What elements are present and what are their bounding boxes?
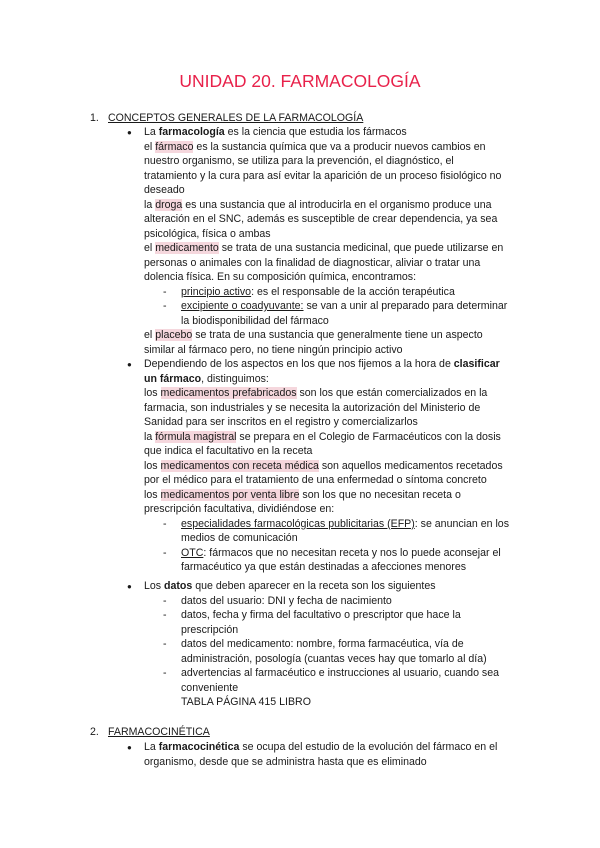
dash-icon: - <box>163 609 167 621</box>
section-2-number: 2. <box>90 726 99 738</box>
text-line: organismo, desde que se administra hasta que es eliminado <box>144 755 427 768</box>
dash-icon: - <box>163 285 167 298</box>
highlight-term: medicamentos por venta libre <box>160 488 300 501</box>
section-2-heading: FARMACOCINÉTICA <box>108 726 210 738</box>
text-line: La farmacología es la ciencia que estudia los fármacos <box>144 126 407 138</box>
text-line: psicológica, física o ambas <box>144 227 271 240</box>
text-line: OTC: fármacos que no necesitan receta y nos lo puede aconsejar el <box>181 546 501 559</box>
text-line: los medicamentos prefabricados son los que están comercializados en la <box>144 387 488 399</box>
text-line: La farmacocinética se ocupa del estudio de la evolución del fármaco en el <box>144 741 498 753</box>
dash-icon: - <box>163 300 167 312</box>
text-line: prescripción facultativa, dividiéndose en: <box>144 503 335 515</box>
bullet-icon: ● <box>127 582 132 591</box>
text-line: dolencia física. En su composición química, encontramos: <box>144 271 417 283</box>
text-line: administración, posología (cuantas veces hay que tomarlo al día) <box>181 652 487 665</box>
text-line: datos del usuario: DNI y fecha de nacimiento <box>181 594 392 607</box>
text-line: datos del medicamento: nombre, forma farmacéutica, vía de <box>181 638 464 650</box>
text-line: alteración en el SNC, además es susceptible de crear dependencia, ya sea <box>144 213 498 225</box>
text-line: principio activo: es el responsable de la acción terapéutica <box>181 285 455 298</box>
text-line: los medicamentos por venta libre son los que no necesitan receta o <box>144 488 461 501</box>
text-line: el fármaco es la sustancia química que va a producir nuevos cambios en <box>144 140 486 153</box>
highlight-term: medicamentos con receta médica <box>160 459 319 472</box>
dash-icon: - <box>163 667 167 679</box>
text-line: Los datos que deben aparecer en la receta son los siguientes <box>144 580 436 592</box>
dash-icon: - <box>163 638 167 650</box>
highlight-term: medicamentos prefabricados <box>160 387 297 399</box>
bullet-icon: ● <box>127 128 132 137</box>
dash-icon: - <box>163 546 167 559</box>
text-line: deseado <box>144 184 185 196</box>
highlight-term: droga <box>155 198 183 211</box>
text-line: excipiente o coadyuvante: se van a unir al preparado para determinar <box>181 300 508 312</box>
text-line: la fórmula magistral se prepara en el Colegio de Farmacéuticos con la dosis <box>144 430 501 443</box>
text-line: advertencias al farmacéutico e instrucciones al usuario, cuando sea <box>181 667 499 679</box>
text-line: medios de comunicación <box>181 532 298 544</box>
text-line: un fármaco, distinguimos: <box>144 372 269 385</box>
text-line: la biodisponibilidad del fármaco <box>181 314 329 327</box>
text-line: farmacia, son industriales y se necesita la autorización del Ministerio de <box>144 401 481 414</box>
text-line: que indica el facultativo en la receta <box>144 445 313 457</box>
text-line: prescripción <box>181 623 239 636</box>
dash-icon: - <box>163 594 167 607</box>
text-line: especialidades farmacológicas publicitarias (EFP): se anuncian en los <box>181 517 509 530</box>
text-line: Sanidad para ser inscritos en el registro y comercializarlos <box>144 416 418 428</box>
highlight-term: fórmula magistral <box>155 430 237 443</box>
text-line: por el médico para el tratamiento de una enfermedad o síntoma concreto <box>144 474 487 486</box>
text-line: conveniente <box>181 681 239 694</box>
document-title: UNIDAD 20. FARMACOLOGÍA <box>179 71 421 91</box>
text-line: farmacéutico ya que están destinadas a afecciones menores <box>181 561 467 573</box>
text-line: personas o animales con la finalidad de diagnosticar, aliviar o tratar una <box>144 256 481 269</box>
highlight-term: medicamento <box>155 242 219 254</box>
text-line: el placebo se trata de una sustancia que generalmente tiene un aspecto <box>144 329 483 341</box>
bullet-icon: ● <box>127 743 132 752</box>
section-1-number: 1. <box>90 112 99 124</box>
text-line: el medicamento se trata de una sustancia medicinal, que puede utilizarse en <box>144 242 504 254</box>
bullet-icon: ● <box>127 360 132 369</box>
text-line: similar al fármaco pero, no tiene ningún principio activo <box>144 343 403 356</box>
text-line: los medicamentos con receta médica son aquellos medicamentos recetados <box>144 459 503 472</box>
dash-icon: - <box>163 517 167 530</box>
text-line: TABLA PÁGINA 415 LIBRO <box>181 696 311 708</box>
text-line: nuestro organismo, se utiliza para la prevención, el diagnóstico, el <box>144 155 454 167</box>
text-line: tratamiento y la cura para así evitar la aparición de un proceso fisiológico no <box>144 169 502 182</box>
highlight-term: placebo <box>155 329 193 341</box>
section-1-heading: CONCEPTOS GENERALES DE LA FARMACOLOGÍA <box>108 112 364 124</box>
text-line: la droga es una sustancia que al introducirla en el organismo produce una <box>144 198 492 211</box>
text-line: Dependiendo de los aspectos en los que nos fijemos a la hora de clasificar <box>144 358 500 370</box>
text-line: datos, fecha y firma del facultativo o prescriptor que hace la <box>181 609 461 621</box>
highlight-term: fármaco <box>155 140 194 153</box>
